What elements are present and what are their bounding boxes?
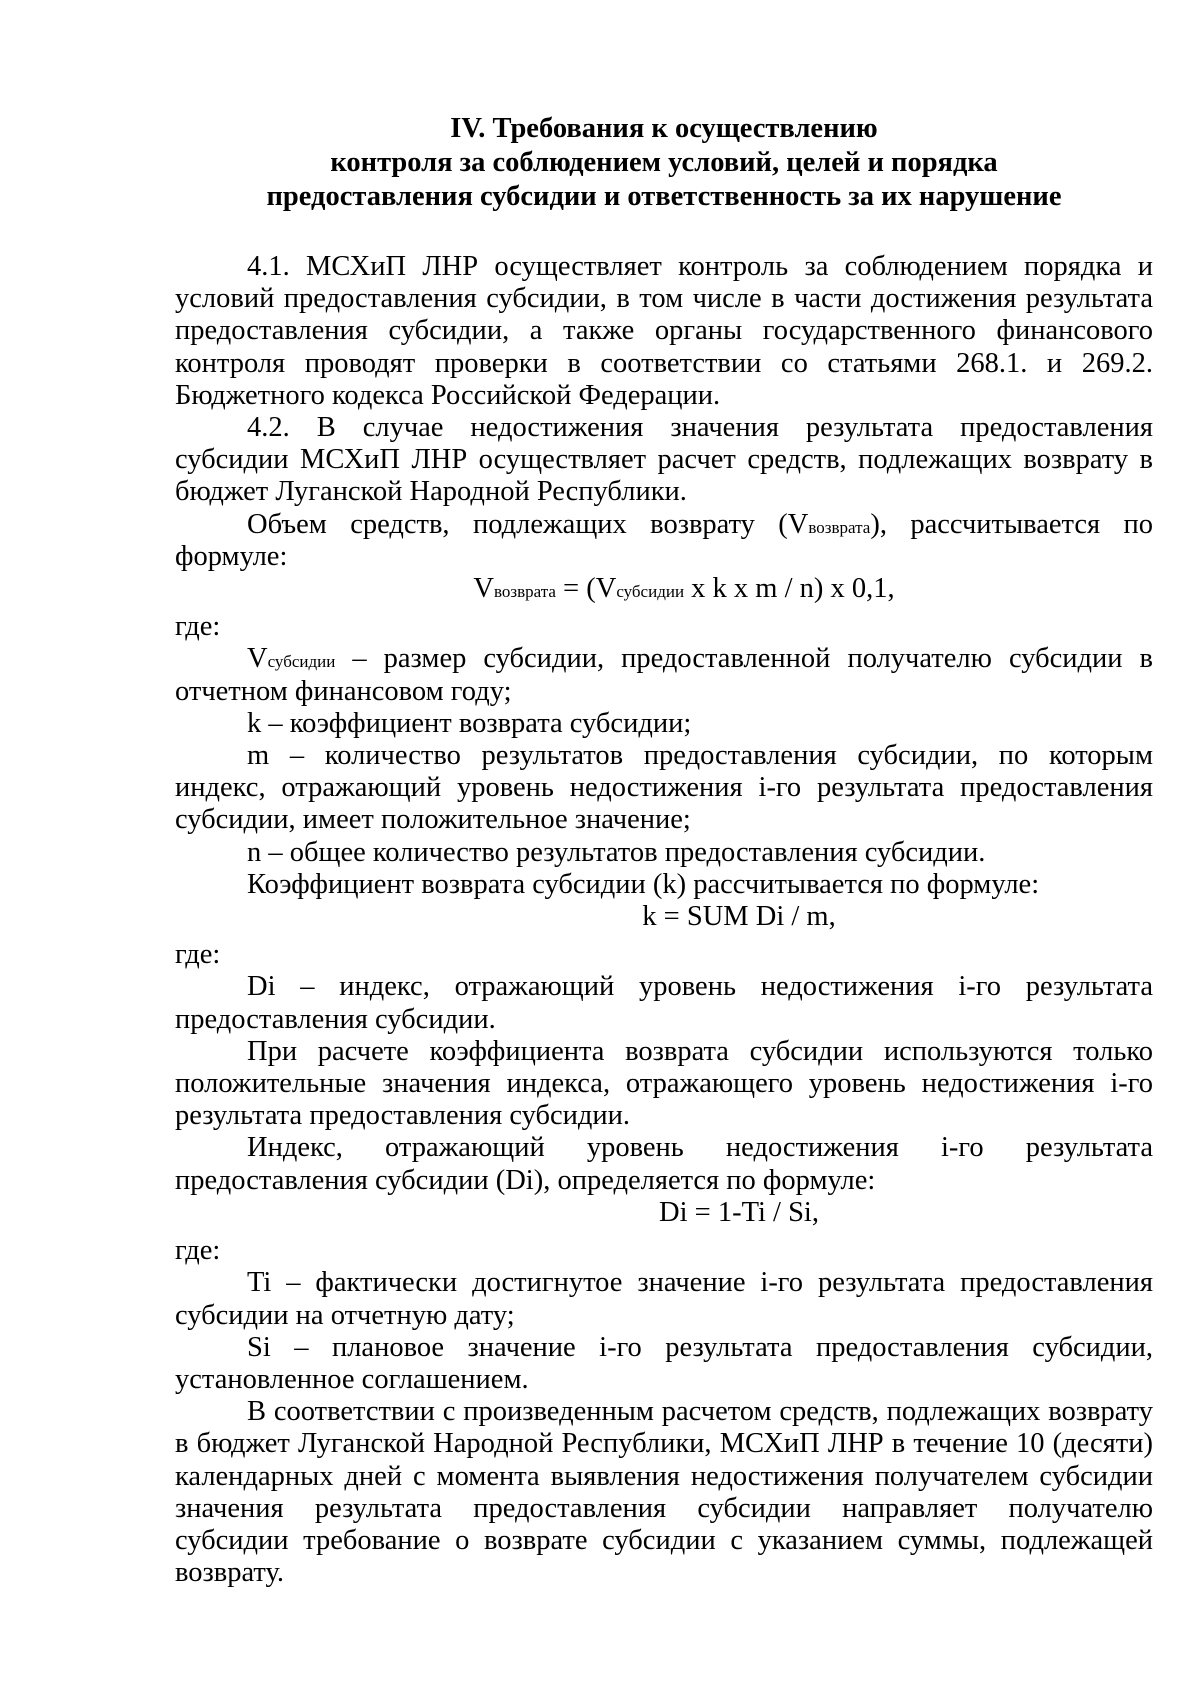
- paragraph-4-2: 4.2. В случае недостижения значения результата предоставления субсидии МСХиП ЛНР осуществляет расчет средств, подлежащих возврату в бюджет Луганской Народной Республики.: [175, 412, 1153, 508]
- section-title-line-1: IV. Требования к осуществлению: [450, 113, 878, 144]
- volume-intro-subscript: возврата: [808, 517, 871, 537]
- paragraph-di-intro: Индекс, отражающий уровень недостижения i-го результата предоставления субсидии (Di), определяется по формуле:: [175, 1132, 1153, 1196]
- formula-1-subscript-2: субсидии: [616, 582, 685, 602]
- formula-1-v: V: [473, 573, 494, 605]
- v-subsidy-letter: V: [247, 643, 268, 675]
- paragraph-di-def: Di – индекс, отражающий уровень недостижения i-го результата предоставления субсидии.: [175, 971, 1153, 1035]
- paragraph-positive-only: При расчете коэффициента возврата субсидии используются только положительные значения индекса, отражающего уровень недостижения i-го результата предоставления субсидии.: [175, 1035, 1153, 1132]
- paragraph-k-def: k – коэффициент возврата субсидии;: [247, 707, 692, 739]
- formula-refund-volume: [175, 573, 1153, 605]
- v-subsidy-text: – размер субсидии, предоставленной получателю субсидии в отчетном финансовом году;: [175, 643, 1153, 707]
- formula-k: k = SUM Di / m,: [642, 901, 836, 933]
- section-title: [175, 112, 1153, 214]
- paragraph-4-1: 4.1. МСХиП ЛНР осуществляет контроль за соблюдением порядка и условий предоставления субсидии, в том числе в части достижения результата предоставления субсидии, а также органы государственного финансового контроля проводят проверки в соответствии со статьями 268.1. и 269.2. Бюджетного кодекса Российской Федерации.: [175, 251, 1153, 411]
- document-page: [175, 112, 1153, 1589]
- paragraph-m-def: m – количество результатов предоставления субсидии, по которым индекс, отражающий уровень недостижения i-го результата предоставления субсидии, имеет положительное значение;: [175, 740, 1153, 836]
- where-label-1: где:: [175, 611, 221, 643]
- section-title-line-2: контроля за соблюдением условий, целей и порядка: [330, 147, 998, 178]
- formula-1-tail: х k х m / n) х 0,1,: [684, 573, 895, 605]
- paragraph-v-subsidy: [175, 643, 1153, 707]
- paragraph-n-def: n – общее количество результатов предоставления субсидии.: [247, 836, 986, 868]
- paragraph-ti-def: Ti – фактически достигнутое значение i-го результата предоставления субсидии на отчетную дату;: [175, 1267, 1153, 1331]
- where-label-3: где:: [175, 1235, 221, 1267]
- volume-intro-text-b: ), рассчитывается по формуле:: [175, 508, 1153, 572]
- paragraph-k-intro: Коэффициент возврата субсидии (k) рассчитывается по формуле:: [247, 868, 1040, 900]
- volume-intro-text-a: Объем средств, подлежащих возврату (V: [247, 508, 809, 540]
- paragraph-volume-intro: [175, 509, 1153, 573]
- formula-di: Di = 1-Ti / Si,: [659, 1196, 819, 1228]
- where-label-2: где:: [175, 939, 221, 971]
- formula-1-subscript-1: возврата: [493, 582, 556, 602]
- formula-1-mid: = (V: [555, 573, 617, 605]
- v-subsidy-subscript: субсидии: [267, 652, 336, 672]
- section-title-line-3: предоставления субсидии и ответственность за их нарушение: [266, 181, 1062, 212]
- paragraph-si-def: Si – плановое значение i-го результата предоставления субсидии, установленное соглашением.: [175, 1331, 1153, 1395]
- paragraph-final: В соответствии с произведенным расчетом средств, подлежащих возврату в бюджет Луганской Народной Республики, МСХиП ЛНР в течение 10 (десяти) календарных дней с момента выявления недостижения получателем субсидии значения результата предоставления субсидии направляет получателю субсидии требование о возврате субсидии с указанием суммы, подлежащей возврату.: [175, 1396, 1153, 1589]
